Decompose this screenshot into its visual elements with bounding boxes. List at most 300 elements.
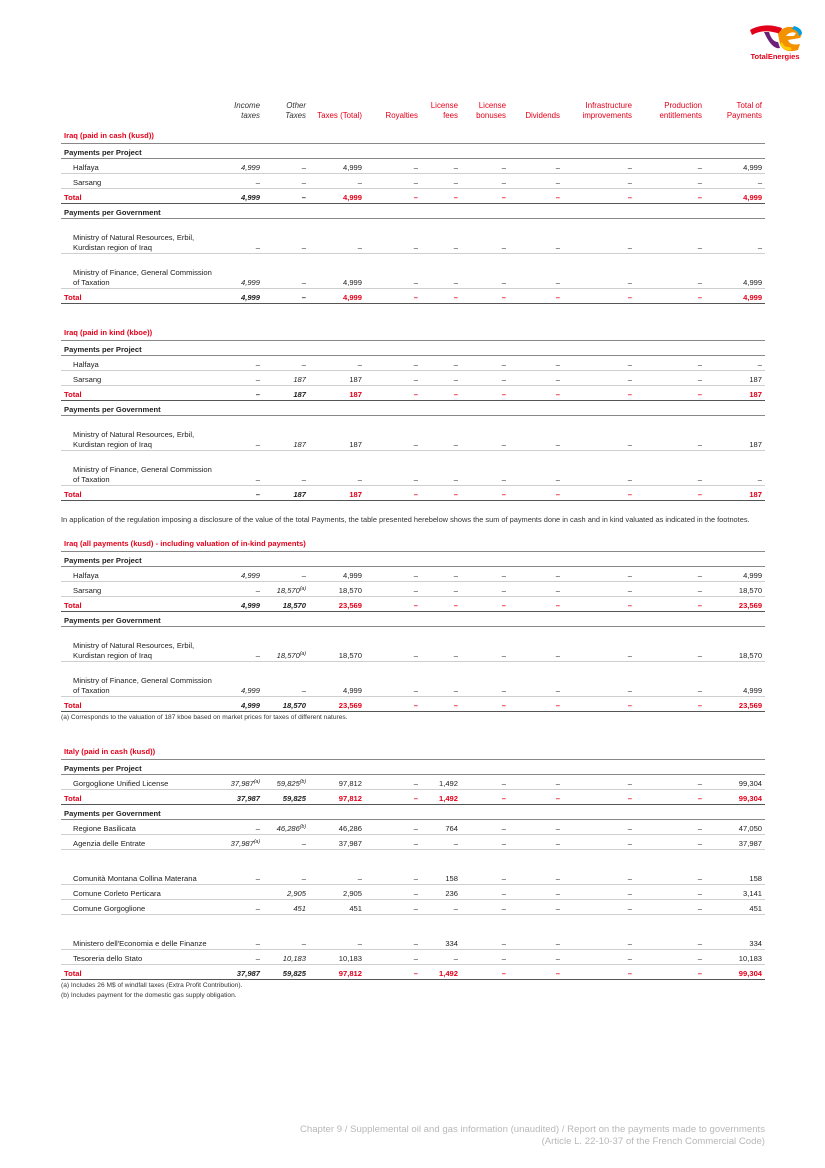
cell-value: 59,825 — [276, 778, 300, 788]
total-value: 97,812 — [309, 789, 365, 804]
cell-value: 37,987 — [338, 838, 362, 848]
cell-value: – — [413, 888, 418, 898]
total-value: – — [461, 386, 509, 401]
cell-value: – — [357, 938, 362, 948]
cell-value: 37,987 — [230, 778, 254, 788]
cell-value: – — [255, 440, 260, 449]
value-cell — [461, 159, 509, 174]
cell-value: – — [453, 178, 458, 187]
cell-value: – — [413, 873, 418, 883]
table-row — [61, 567, 765, 582]
value-cell — [365, 899, 421, 914]
value-cell — [705, 849, 765, 884]
cell-value: – — [501, 888, 506, 898]
value-cell — [563, 582, 635, 597]
cell-value: – — [555, 178, 560, 187]
cell-value: – — [255, 586, 260, 595]
value-cell — [309, 949, 365, 964]
cell-value: – — [501, 178, 506, 187]
cell-value: – — [413, 440, 418, 449]
total-value: 18,570 — [263, 697, 309, 712]
table-row — [61, 159, 765, 174]
value-cell — [461, 774, 509, 789]
table-row — [61, 356, 765, 371]
column-header-table — [61, 98, 765, 121]
cell-value: 4,999 — [743, 163, 763, 172]
cell-value: – — [697, 903, 702, 913]
cell-value: – — [501, 360, 506, 369]
cell-value: – — [627, 360, 632, 369]
value-cell — [509, 774, 563, 789]
cell-value: – — [697, 360, 702, 369]
page-footer — [300, 1124, 765, 1148]
payments-table — [61, 318, 765, 501]
value-cell — [461, 254, 509, 289]
total-value: 4,999 — [221, 189, 263, 204]
value-cell — [421, 899, 461, 914]
cell-value: – — [627, 938, 632, 948]
cell-value: – — [413, 838, 418, 848]
table-title: Italy (paid in cash (kusd)) — [64, 746, 156, 756]
group-heading-row — [61, 341, 765, 356]
value-cell — [309, 834, 365, 849]
total-value: – — [509, 486, 563, 501]
cell-value: 4,999 — [342, 686, 362, 695]
group-heading-row — [61, 144, 765, 159]
value-cell — [221, 159, 263, 174]
value-cell — [421, 914, 461, 949]
cell-value: – — [413, 278, 418, 287]
total-value: 4,999 — [309, 189, 365, 204]
total-value: 4,999 — [221, 597, 263, 612]
value-cell — [635, 949, 705, 964]
row-label-text: Halfaya — [73, 360, 99, 369]
table-section-row — [61, 121, 765, 144]
value-cell — [221, 914, 263, 949]
value-cell — [263, 899, 309, 914]
value-cell — [563, 774, 635, 789]
total-value: 23,569 — [705, 697, 765, 712]
total-value: – — [635, 289, 705, 304]
total-value: – — [461, 789, 509, 804]
cell-value: 18,570 — [738, 651, 763, 660]
cell-value: – — [501, 243, 506, 252]
group-heading: Payments per Government — [61, 804, 765, 819]
cell-value: 18,570 — [738, 586, 763, 595]
value-cell — [221, 849, 263, 884]
value-cell — [563, 849, 635, 884]
value-cell — [635, 819, 705, 834]
group-heading: Payments per Project — [61, 341, 765, 356]
value-cell — [221, 451, 263, 486]
row-label-text: Ministry of Natural Resources, Erbil, Kurdistan region of Iraq — [73, 233, 195, 252]
cell-value: – — [413, 953, 418, 963]
cell-value: – — [555, 953, 560, 963]
cell-value: – — [555, 440, 560, 449]
cell-value: – — [555, 838, 560, 848]
cell-value: 334 — [749, 938, 763, 948]
row-label — [61, 582, 221, 597]
value-cell — [509, 356, 563, 371]
group-heading: Payments per Government — [61, 204, 765, 219]
cell-value: – — [555, 686, 560, 695]
group-heading: Payments per Project — [61, 144, 765, 159]
total-value: – — [421, 697, 461, 712]
total-value: 59,825 — [263, 789, 309, 804]
total-value: 37,987 — [221, 964, 263, 979]
value-cell — [221, 416, 263, 451]
total-value: – — [421, 486, 461, 501]
value-cell — [705, 416, 765, 451]
cell-value: – — [413, 375, 418, 384]
row-label — [61, 254, 221, 289]
brand-name: TotalEnergies — [750, 52, 800, 61]
value-cell — [705, 174, 765, 189]
value-cell — [705, 774, 765, 789]
total-value: 59,825 — [263, 964, 309, 979]
total-value: 1,492 — [421, 964, 461, 979]
cell-value: – — [757, 243, 763, 252]
cell-value: – — [301, 938, 306, 948]
value-cell — [461, 899, 509, 914]
total-value: – — [365, 697, 421, 712]
cell-value: – — [757, 475, 762, 484]
value-cell — [509, 627, 563, 662]
cell-value: – — [413, 686, 418, 695]
value-cell — [221, 219, 263, 254]
value-cell — [635, 884, 705, 899]
cell-value: – — [697, 571, 702, 580]
value-cell — [309, 254, 365, 289]
footnote: (a) Includes 26 M$ of windfall taxes (Extra Profit Contribution). — [61, 981, 243, 989]
total-value: – — [635, 189, 705, 204]
value-cell — [421, 159, 461, 174]
cell-value: 3,141 — [743, 888, 763, 898]
footnote-marker: (a) — [299, 651, 306, 657]
cell-value: – — [501, 838, 506, 848]
total-value: 23,569 — [309, 597, 365, 612]
value-cell — [309, 356, 365, 371]
cell-value: 37,987 — [738, 838, 763, 848]
total-value: – — [635, 697, 705, 712]
cell-value: – — [453, 586, 458, 595]
value-cell — [563, 451, 635, 486]
value-cell — [421, 774, 461, 789]
total-row — [61, 486, 765, 501]
total-label: Total — [61, 789, 221, 804]
value-cell — [635, 254, 705, 289]
cell-value: – — [627, 571, 632, 580]
cell-value: 18,570 — [338, 586, 362, 595]
cell-value: – — [697, 873, 702, 883]
total-value: – — [563, 789, 635, 804]
row-label — [61, 774, 221, 789]
total-value: – — [365, 386, 421, 401]
cell-value: – — [697, 838, 702, 848]
table-row — [61, 174, 765, 189]
cell-value: – — [757, 360, 762, 369]
value-cell — [635, 849, 705, 884]
value-cell — [705, 371, 765, 386]
cell-value: 46,286 — [276, 823, 300, 833]
group-heading: Payments per Government — [61, 401, 765, 416]
cell-value: 187 — [349, 440, 362, 449]
row-label-text: Halfaya — [73, 163, 99, 172]
total-value: – — [263, 289, 309, 304]
cell-value: – — [697, 440, 702, 449]
group-heading-row — [61, 804, 765, 819]
cell-value: – — [453, 278, 458, 287]
total-row — [61, 597, 765, 612]
cell-value: – — [697, 243, 702, 252]
row-label — [61, 949, 221, 964]
value-cell — [563, 371, 635, 386]
row-label — [61, 834, 221, 849]
cell-value: – — [555, 651, 560, 660]
value-cell — [263, 834, 309, 849]
cell-value: – — [301, 475, 306, 484]
row-label — [61, 899, 221, 914]
col-total-of-payments: Total of Payments — [726, 101, 762, 120]
cell-value: – — [453, 163, 458, 172]
row-label-text: Ministry of Finance, General Commission of Taxation — [73, 268, 212, 287]
value-cell — [309, 371, 365, 386]
cell-value: 18,570 — [338, 651, 362, 660]
cell-value: – — [255, 243, 260, 252]
cell-value: – — [357, 475, 362, 484]
value-cell — [263, 849, 309, 884]
row-label-text: Agenzia delle Entrate — [73, 838, 146, 848]
group-heading-row — [61, 204, 765, 219]
table-row — [61, 582, 765, 597]
cell-value: 4,999 — [743, 686, 763, 695]
cell-value: – — [413, 475, 418, 484]
value-cell — [421, 356, 461, 371]
cell-value: 1,492 — [438, 778, 458, 788]
cell-value: – — [555, 475, 560, 484]
cell-value: – — [413, 823, 418, 833]
total-value: – — [509, 597, 563, 612]
value-cell — [365, 662, 421, 697]
col-infrastructure-improvements: Infrastructure improvements — [582, 101, 632, 120]
value-cell — [221, 371, 263, 386]
value-cell — [221, 174, 263, 189]
value-cell — [509, 174, 563, 189]
row-label — [61, 914, 221, 949]
value-cell — [221, 899, 263, 914]
value-cell — [421, 219, 461, 254]
cell-value: 4,999 — [743, 571, 763, 580]
cell-value: 158 — [749, 873, 763, 883]
total-value: 23,569 — [705, 597, 765, 612]
cell-value: 764 — [445, 823, 458, 833]
cell-value: – — [627, 475, 632, 484]
total-value: – — [509, 189, 563, 204]
group-heading: Payments per Project — [61, 552, 765, 567]
value-cell — [221, 254, 263, 289]
total-value: – — [563, 964, 635, 979]
total-value: 187 — [263, 486, 309, 501]
row-label-text: Regione Basilicata — [73, 823, 136, 833]
cell-value: – — [555, 243, 560, 252]
cell-value: – — [413, 360, 418, 369]
value-cell — [263, 582, 309, 597]
value-cell — [365, 254, 421, 289]
value-cell — [421, 371, 461, 386]
cell-value: – — [627, 163, 632, 172]
total-value: – — [365, 486, 421, 501]
value-cell — [221, 774, 263, 789]
value-cell — [509, 834, 563, 849]
col-royalties: Royalties — [385, 110, 418, 120]
value-cell — [309, 774, 365, 789]
footnote-marker: (a) — [299, 586, 306, 592]
value-cell — [509, 254, 563, 289]
cell-value: – — [697, 475, 702, 484]
total-value: – — [563, 697, 635, 712]
value-cell — [309, 914, 365, 949]
footer-line-1: Chapter 9 / Supplemental oil and gas information (unaudited) / Report on the payments made to governments — [299, 1124, 765, 1135]
cell-value: 18,570 — [276, 586, 300, 595]
total-value: – — [635, 486, 705, 501]
total-value: 1,492 — [421, 789, 461, 804]
cell-value: – — [413, 586, 418, 595]
cell-value: – — [357, 360, 362, 369]
value-cell — [461, 627, 509, 662]
row-label-text: Sarsang — [73, 178, 102, 187]
row-label-text: Sarsang — [73, 586, 102, 595]
row-label-text: Ministero dell'Economia e delle Finanze — [73, 938, 207, 948]
cell-value: – — [453, 440, 458, 449]
value-cell — [421, 416, 461, 451]
value-cell — [635, 174, 705, 189]
payments-report — [61, 98, 765, 1001]
cell-value: – — [301, 873, 306, 883]
value-cell — [309, 159, 365, 174]
total-value: 23,569 — [309, 697, 365, 712]
label-header — [61, 98, 221, 121]
value-cell — [705, 254, 765, 289]
cell-value: – — [501, 651, 506, 660]
cell-value: – — [413, 243, 418, 252]
value-cell — [263, 371, 309, 386]
value-cell — [563, 254, 635, 289]
cell-value: – — [453, 686, 458, 695]
cell-value: – — [627, 178, 632, 187]
row-label-text: Comune Corleto Perticara — [73, 888, 161, 898]
table-row — [61, 662, 765, 697]
cell-value: – — [453, 953, 458, 963]
cell-value: – — [555, 571, 560, 580]
cell-value: – — [627, 375, 632, 384]
value-cell — [309, 662, 365, 697]
row-label — [61, 662, 221, 697]
value-cell — [635, 219, 705, 254]
total-value: – — [461, 486, 509, 501]
cell-value: 334 — [445, 938, 458, 948]
cell-value: – — [627, 838, 632, 848]
value-cell — [635, 774, 705, 789]
value-cell — [705, 819, 765, 834]
totalenergies-logo — [744, 20, 806, 64]
value-cell — [563, 174, 635, 189]
cell-value: – — [255, 873, 260, 883]
value-cell — [365, 819, 421, 834]
table-row — [61, 371, 765, 386]
cell-value: – — [555, 823, 560, 833]
value-cell — [563, 899, 635, 914]
group-heading-row — [61, 552, 765, 567]
brand-mark-icon — [744, 20, 806, 54]
value-cell — [309, 567, 365, 582]
value-cell — [365, 914, 421, 949]
value-cell — [563, 819, 635, 834]
row-label — [61, 416, 221, 451]
cell-value: 37,987 — [230, 838, 254, 848]
cell-value: – — [255, 903, 260, 913]
total-value: – — [365, 789, 421, 804]
cell-value: – — [697, 953, 702, 963]
table-row — [61, 254, 765, 289]
cell-value: – — [501, 938, 506, 948]
value-cell — [263, 416, 309, 451]
value-cell — [263, 356, 309, 371]
cell-value: – — [697, 278, 702, 287]
cell-value: 187 — [749, 440, 762, 449]
footnote: (b) Includes payment for the domestic gas supply obligation. — [61, 992, 237, 999]
cell-value: 4,999 — [240, 278, 260, 287]
cell-value: – — [453, 475, 458, 484]
cell-value: – — [555, 163, 560, 172]
cell-value: – — [697, 938, 702, 948]
total-value: – — [461, 189, 509, 204]
table-row — [61, 451, 765, 486]
value-cell — [635, 159, 705, 174]
value-cell — [563, 884, 635, 899]
value-cell — [365, 884, 421, 899]
tables-container — [61, 121, 765, 1001]
cell-value: 4,999 — [240, 571, 260, 580]
cell-value: – — [357, 243, 362, 252]
value-cell — [421, 834, 461, 849]
table-row — [61, 219, 765, 254]
total-value: 37,987 — [221, 789, 263, 804]
group-heading-row — [61, 612, 765, 627]
total-value: – — [563, 289, 635, 304]
total-value: – — [461, 289, 509, 304]
value-cell — [365, 567, 421, 582]
total-value: 187 — [705, 386, 765, 401]
value-cell — [421, 819, 461, 834]
footnote-marker: (a) — [253, 778, 260, 785]
row-label-text: Gorgoglione Unified License — [73, 778, 169, 788]
cell-value: – — [627, 686, 632, 695]
value-cell — [705, 627, 765, 662]
total-row — [61, 964, 765, 979]
total-value: – — [563, 486, 635, 501]
table-row — [61, 416, 765, 451]
total-value: – — [421, 289, 461, 304]
cell-value: – — [453, 838, 458, 848]
value-cell — [635, 416, 705, 451]
value-cell — [705, 834, 765, 849]
cell-value: – — [555, 360, 560, 369]
row-label-text: Tesoreria dello Stato — [73, 953, 143, 963]
value-cell — [365, 174, 421, 189]
value-cell — [309, 627, 365, 662]
footnote-marker: (b) — [299, 823, 306, 830]
value-cell — [263, 662, 309, 697]
